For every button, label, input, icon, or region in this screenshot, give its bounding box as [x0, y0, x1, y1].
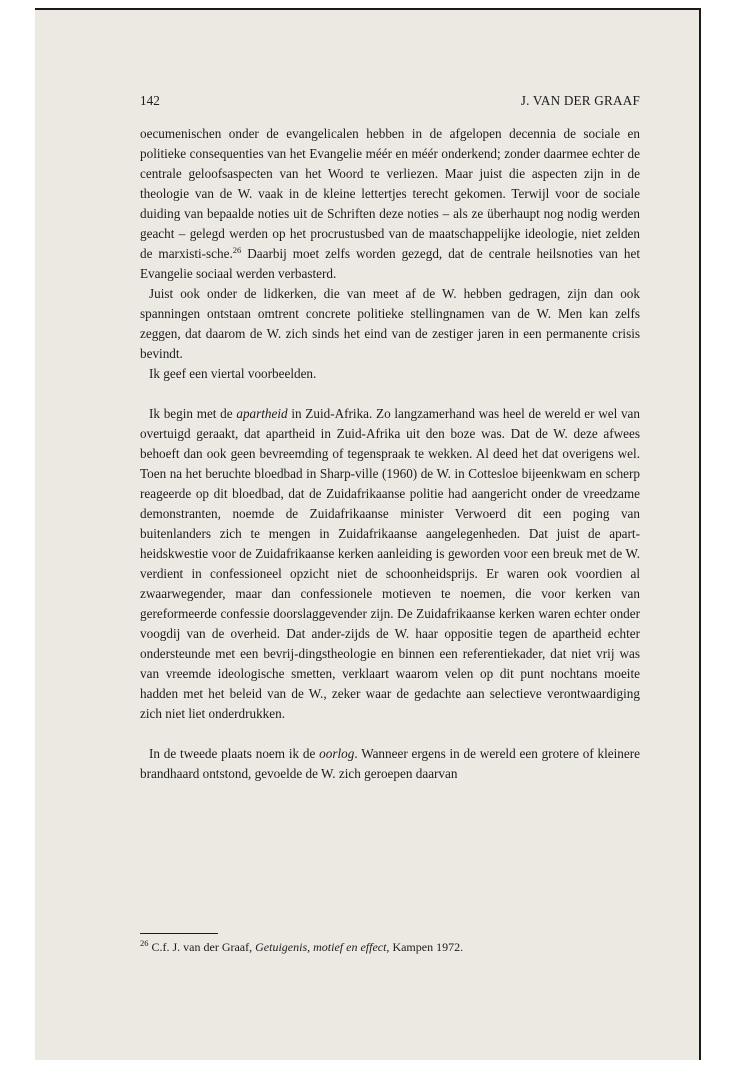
paragraph-text: Ik geef een viertal voorbeelden. — [149, 366, 317, 381]
paragraph-1 — [140, 124, 640, 284]
footnote-number: 26 — [140, 938, 149, 948]
paragraph-text: in Zuid-Afrika. Zo langzamerhand was heel de wereld er wel van overtuigd geraakt, dat apartheid in Zuid-Afrika uit den boze was. Dat de W. deze afwees behoeft dan ook geen bevreemding of tegenspraak te wekken. Al deed het dat overigens wel. Toen na het beruchte bloedbad in Sharp-ville (1960) de W. in Cottesloe bijeenkwam en scherp reageerde op dit bloedbad, dat de Zuidafrikaanse politie had aangericht onder de vreedzame demonstranten, noemde de Zuidafrikaanse minister Verwoerd dit een poging van buitenlanders zich te mengen in Zuidafrikaanse aangelegenheden. Dat juist de apart-heidskwestie voor de Zuidafrikaanse kerken aanleiding is geworden voor een breuk met de W. verdient in confessioneel opzicht niet de schoonheidsprijs. Er waren ook voordien al zwaarwegender, maar dan confessionele motieven te noemen, die voor kerken van gereformeerde confessie doorslaggevender zijn. De Zuidafrikaanse kerken waren echter onder voogdij van de overheid. Dat ander-zijds de W. haar oppositie tegen de apartheid echter ondersteunde met een bevrij-dingstheologie en binnen een referentiekader, dat niet vrij was van vreemde ideologische smetten, verklaart waarom velen op dit punt nochtans moeite hadden met het beleid van de W., zeker waar de gedachte aan selectieve verontwaardiging zich niet liet onderdrukken. — [140, 406, 641, 721]
footnote-title: Getuigenis, motief en effect, — [255, 940, 390, 954]
paragraph-text: Daarbij moet zelfs worden gezegd, dat de centrale heilsnoties van het Evangelie sociaal werden verbasterd. — [140, 246, 640, 281]
footnote-ref: 26 — [232, 245, 242, 255]
paragraph-text: oecumenischen onder de evangelicalen hebben in de afgelopen decennia de sociale en politieke consequenties van het Evangelie méér en méér onderkend; zonder daarmee echter de centrale geloofsaspecten van het Woord te verliezen. Maar juist die aspecten zijn in de theologie van de W. vaak in de kleine lettertjes terecht gekomen. Terwijl voor de sociale duiding van bepaalde noties uit de Schriften deze noties – als ze überhaupt nog nodig werden geacht – gelegd werden op het procrustusbed van de maatschappelijke ideologie, niet zelden de marxisti-sche. — [140, 126, 640, 261]
paragraph-text: . Wanneer ergens in de wereld een grotere of kleinere brandhaard ontstond, gevoelde de W. zich geroepen daarvan — [140, 746, 640, 781]
footnote-text: C.f. J. van der Graaf, — [148, 940, 256, 954]
paragraph-5 — [140, 744, 640, 784]
emphasis: apartheid — [236, 406, 288, 421]
body-text — [140, 124, 640, 784]
paragraph-2 — [140, 284, 640, 364]
footnote-text: Kampen 1972. — [389, 940, 464, 954]
page-number: 142 — [140, 93, 160, 108]
running-head: J. VAN DER GRAAF — [520, 93, 640, 108]
emphasis: oorlog — [319, 746, 355, 761]
footnote-rule — [140, 933, 218, 934]
paragraph-4 — [140, 404, 640, 724]
paragraph-3 — [140, 364, 640, 384]
footnote — [140, 939, 640, 955]
paragraph-text: Juist ook onder de lidkerken, die van meet af de W. hebben gedragen, zijn dan ook spanningen ontstaan omtrent concrete politieke stellingnamen van de W. Men kan zelfs zeggen, dat daarom de W. zich sinds het eind van de zestiger jaren in een permanente crisis bevindt. — [140, 286, 640, 361]
paragraph-text: Ik begin met de — [149, 406, 237, 421]
page-header — [140, 93, 640, 113]
paragraph-text: In de tweede plaats noem ik de — [149, 746, 320, 761]
